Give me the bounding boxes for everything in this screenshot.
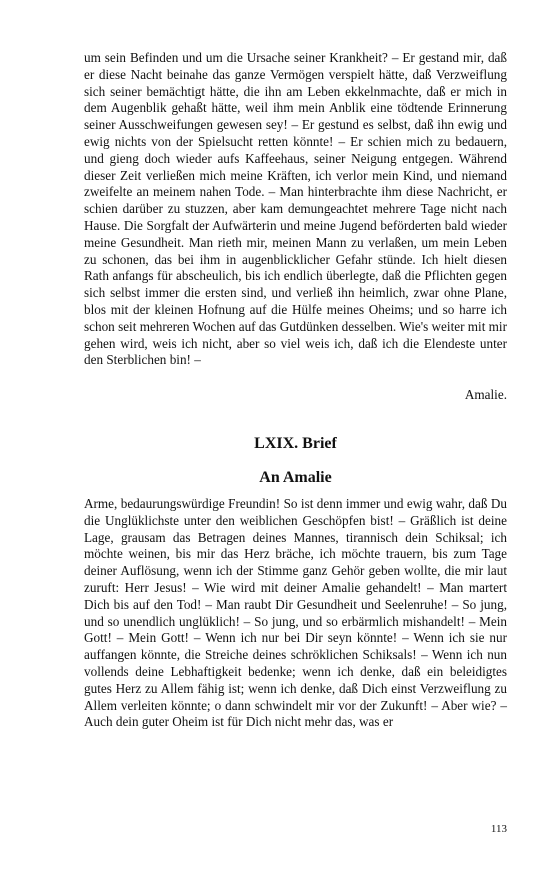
letter-addressee: An Amalie (259, 468, 332, 486)
letter-text: Arme, bedaurungswürdige Freundin! So ist denn immer und ewig wahr, daß Du die Unglüklichste unter den weiblichen Geschöpfen bist! – Gräßlich ist deine Lage, grausam das Betragen deines Mannes, tirannisch dein Schiksal; ich möchte weinen, bis mir das Herz bräche, ich möchte trauern, bis zum Tage deiner Auflösung, wenn ich der Stimme ganz Gehör geben wollte, die mir laut zuruft: Herr Jesus! – Wie wird mit deiner Amalie gehandelt! – Man martert Dich bis auf den Tod! – Man raubt Dir Gesundheit und Seelenruhe! – So jung, und so unendlich unglüklich! – So jung, und so erbärmlich mishandelt! – Mein Gott! – Mein Gott! – Wenn ich nur bei Dir seyn könnte! – Wenn ich sie nur auffangen könnte, die Streiche deines schröklichen Schiksals! – Wenn ich nun vollends deine Lebhaftigkeit bedenke; wenn ich denke, daß ein beleidigtes gutes Herz zu Allem fähig ist; wenn ich denke, daß Dich einst Verzweiflung zu Allem verleiten könnte; o dann schwindelt mir vor der Zukunft! – Aber wie? – Auch dein guter Oheim ist für Dich nicht mehr das, was er (84, 495, 507, 730)
previous-letter-text: um sein Befinden und um die Ursache seiner Krankheit? – Er gestand mir, daß er diese Nacht beinahe das ganze Vermögen verspielt hätte, daß Verzweiflung sich seiner bemächtigt hätte, die ihn am Leben ekkelnmachte, daß er mich in dem Augenblik gehaßt hätte, weil ihm mein Anblik eine tödtende Erinnerung seiner Ausschweifungen gewesen sey! – Er gestund es selbst, daß ihn ewig und ewig nichts von der Spielsucht retten könnte! – Er schien mich zu bedauern, und gieng doch wieder aufs Kaffeehaus, seiner Neigung entgegen. Während dieser Zeit verließen mich meine Kräften, ich verlor mein Kind, und niemand zweifelte an meinem nahen Tode. – Man hinterbrachte ihm diese Nachricht, er schien darüber zu stuzzen, aber kam demungeachtet mehrere Tage nicht nach Hause. Die Sorgfalt der Aufwärterin und meine Jugend beförderten bald wieder meine Gesundheit. Man rieth mir, meinen Mann zu verlaßen, um mein Leben zu schonen, das bei ihm in augenblicklicher Gefahr stünde. Ich hielt diesen Rath anfangs für abscheulich, bis ich endlich überlegte, daß die Pflichten gegen sich selbst immer die ersten sind, und verließ ihn heimlich, zwar ohne Plane, blos mit der kleinen Hofnung auf die Hülfe meines Oheims; und so harre ich schon seit mehreren Wochen auf das Gutdünken desselben. Wie's weiter mit mir gehen wird, weis ich nicht, aber so viel weis ich, daß ich die Elendeste unter den Sterblichen bin! – (84, 50, 507, 368)
letter-title: LXIX. Brief (254, 434, 337, 452)
signature: Amalie. (464, 387, 507, 403)
page-number: 113 (490, 823, 507, 835)
page-body (84, 50, 507, 731)
